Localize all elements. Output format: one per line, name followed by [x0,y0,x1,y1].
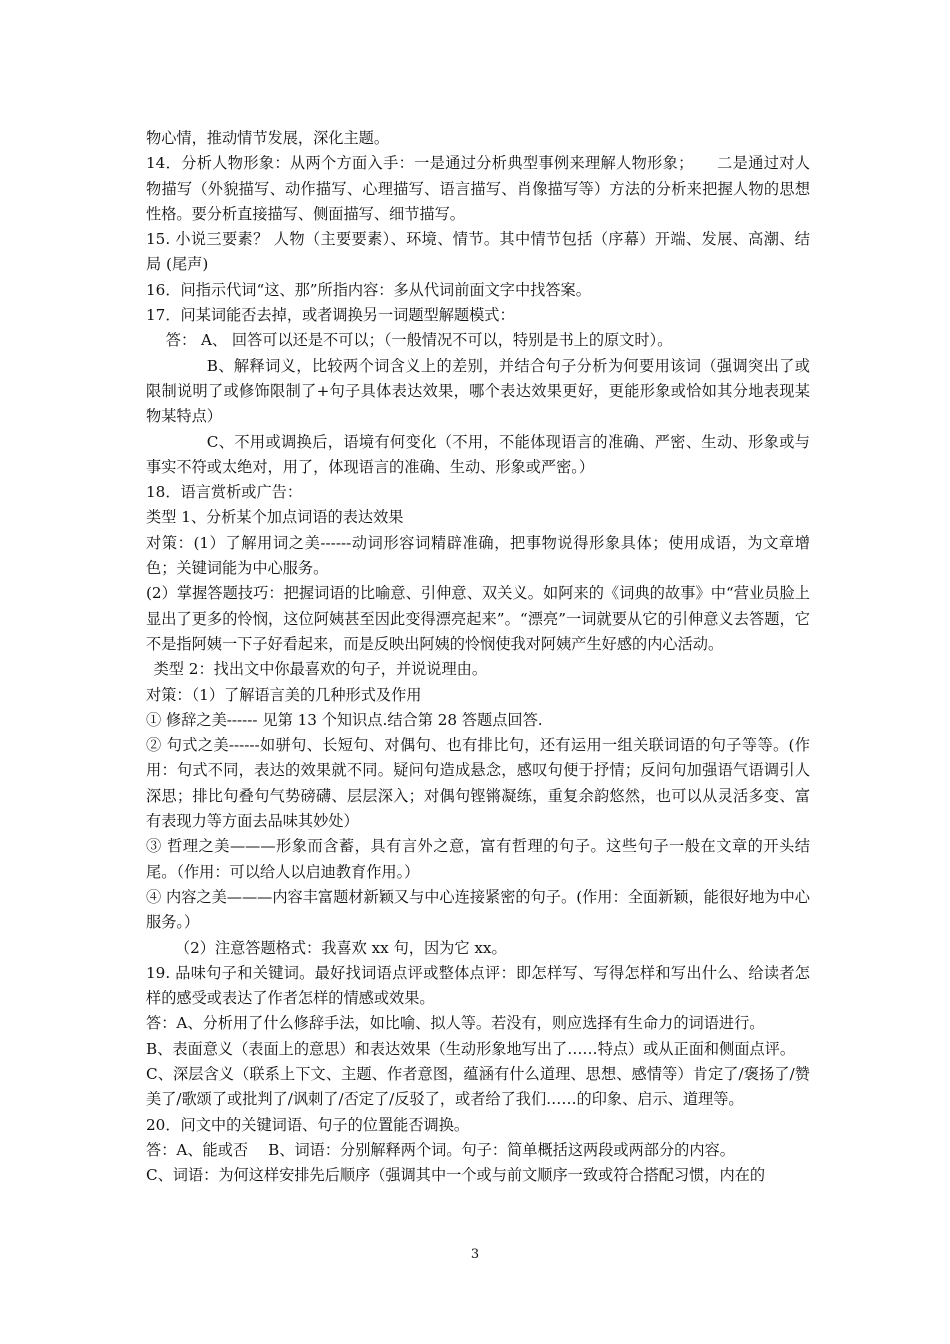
item-19-key-words: 19. 品味句子和关键词。最好找词语点评或整体点评：即怎样写、写得怎样和写出什么、给读者怎样的感受或表达了作者怎样的情感或效果。 [146,963,810,1008]
type-1-heading: 类型 1、分析某个加点词语的表达效果 [146,508,404,527]
answer-format-note: （2）注意答题格式：我喜欢 xx 句，因为它 xx。 [174,938,507,957]
type-1-strategy-1: 对策：(1）了解用词之美------动词形容词精辟准确，把事物说得形象具体；使用成语，为文章增色；关键词能为中心服务。 [146,533,810,578]
item-16-demonstrative-pronoun: 16．问指示代词“这、那”所指内容：多从代词前面文字中找答案。 [146,280,591,299]
item-17-answer-a: 答： A、 回答可以还是不可以；（一般情况不可以，特别是书上的原文时）。 [165,331,673,350]
item-17-answer-c: C、不用或调换后，语境有何变化（不用，不能体现语言的准确、严密、生动、形象或与事实不符或太绝对，用了，体现语言的准确、生动、形象或严密。） [146,432,810,476]
page-number: 3 [470,1247,480,1262]
item-19-answer-a: 答：A、分析用了什么修辞手法，如比喻、拟人等。若没有，则应选择有生命力的词语进行。 [146,1014,765,1033]
item-20-answer-a-b: 答：A、能或否 B、词语：分别解释两个词。句子：简单概括这两段或两部分的内容。 [146,1140,735,1159]
type-1-strategy-2: (2）掌握答题技巧：把握词语的比喻意、引伸意、双关义。如阿来的《词典的故事》中“营业员脸上显出了更多的怜悯，这位阿姨甚至因此变得漂亮起来”。“漂亮”一词就要从它的引伸意义去答题，它不是指阿姨一下子好看起来，而是反映出阿姨的怜悯使我对阿姨产生好感的内心活动。 [146,584,810,653]
item-14-character-analysis: 14．分析人物形象：从两个方面入手：一是通过分析典型事例来理解人物形象； 二是通过对人物描写（外貌描写、动作描写、心理描写、语言描写、肖像描写等）方法的分析来把握人物的思想性格。要分析直接描写、侧面描写、细节描写。 [146,154,810,223]
item-15-novel-elements: 15. 小说三要素？ 人物（主要要素）、环境、情节。其中情节包括（序幕）开端、发展、高潮、结局 (尾声) [146,230,810,274]
item-17-answer-b: B、解释词义，比较两个词含义上的差别，并结合句子分析为何要用该词（强调突出了或限制说明了或修饰限制了+句子具体表达效果，哪个表达效果更好，更能形象或恰如其分地表现某物某特点） [146,356,810,426]
item-19-answer-c: C、深层含义（联系上下文、主题、作者意图，蕴涵有什么道理、思想、感情等）肯定了/褒扬了/赞美了/歌颂了或批判了/讽刺了/否定了/反驳了，或者给了我们……的印象、启示、道理等。 [146,1064,810,1109]
item-19-answer-b: B、表面意义（表面上的意思）和表达效果（生动形象地写出了……特点）或从正面和侧面点评。 [146,1039,796,1058]
item-20-answer-c: C、词语：为何这样安排先后顺序（强调其中一个或与前文顺序一致或符合搭配习惯，内在的 [146,1166,766,1185]
sentence-pattern-beauty: ② 句式之美------如骈句、长短句、对偶句、也有排比句，还有运用一组关联词语的句子等等。(作用：句式不同，表达的效果就不同。疑问句造成悬念，感叹句便于抒情；反问句加强语气语调引人深思；排比句叠句气势磅礴、层层深入；对偶句铿锵凝练，重复余韵悠然，也可以从灵活多变、富有表现力等方面去品味其妙处） [146,736,810,831]
content-beauty: ④ 内容之美———内容丰富题材新颖又与中心连接紧密的句子。(作用：全面新颖，能很好地为中心服务。） [146,887,810,932]
type-2-heading: 类型 2：找出文中你最喜欢的句子，并说说理由。 [153,660,488,679]
type-2-strategy-1: 对策：（1）了解语言美的几种形式及作用 [146,685,422,704]
page-body [146,126,810,1188]
rhetoric-beauty: ① 修辞之美------ 见第 13 个知识点.结合第 28 答题点回答. [146,710,543,729]
item-18-language-appreciation: 18．语言赏析或广告： [146,483,303,502]
item-20-position-swap: 20．问文中的关键词语、句子的位置能否调换。 [146,1115,470,1134]
philosophy-beauty: ③ 哲理之美———形象而含蓄，具有言外之意，富有哲理的句子。这些句子一般在文章的开头结尾。（作用：可以给人以启迪教育作用。） [146,837,810,881]
item-17-word-removal: 17．问某词能否去掉，或者调换另一词题型解题模式： [146,306,515,325]
paragraph-line-1: 物心情，推动情节发展，深化主题。 [146,129,389,147]
